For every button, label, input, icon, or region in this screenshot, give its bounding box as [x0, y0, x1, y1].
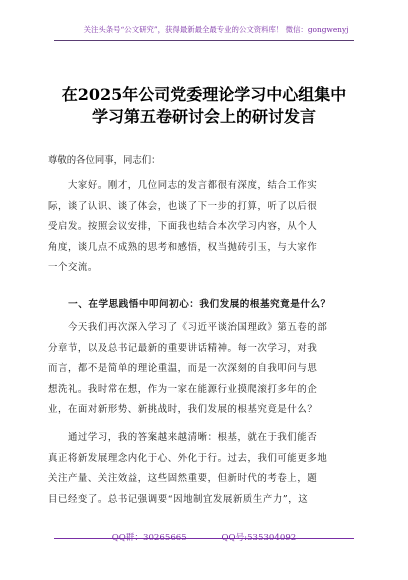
- title-line-1: 在2025年公司党委理论学习中心组集中: [61, 85, 347, 104]
- paragraph-3: [48, 428, 360, 510]
- footer-qq-group: QQ群：30265665: [111, 533, 187, 543]
- paragraph-line: 际，谈了认识、谈了体会，也谈了下一步的打算，听了以后很: [48, 200, 318, 212]
- header-divider: [54, 40, 354, 41]
- paragraph-line: 想洗礼。我时常在想，作为一家在能源行业摸爬滚打多年的企: [48, 383, 318, 395]
- paragraph-line: 一个交流。: [48, 262, 98, 273]
- paragraph-line: 关注产量、关注效益，这些固然重要，但新时代的考卷上，题: [48, 473, 318, 484]
- paragraph-2: [48, 318, 360, 421]
- paragraph-line: 通过学习，我的答案越来越清晰：根基，就在于我们能否: [48, 432, 318, 443]
- section-heading-1: 一、在学思践悟中叩问初心：我们发展的根基究竟是什么？: [48, 299, 331, 310]
- paragraph-line: 受启发。按照会议安排，下面我也结合本次学习内容，从个人: [48, 221, 318, 232]
- footer: [54, 531, 354, 543]
- paragraph-line: 业，在面对新形势、新挑战时，我们发展的根基究竟是什么？: [48, 404, 318, 415]
- paragraph-1: [48, 176, 360, 279]
- salutation: 尊敬的各位同事，同志们：: [48, 155, 161, 166]
- title-line-2: 学习第五卷研讨会上的研讨发言: [91, 107, 316, 126]
- footer-qq-number: QQ号:535304092: [221, 533, 297, 543]
- paragraph-line: 角度，谈几点不成熟的思考和感悟，权当抛砖引玉，与大家作: [48, 241, 318, 253]
- paragraph-line: 今天我们再次深入学习了《习近平谈治国理政》第五卷的部: [48, 322, 328, 333]
- paragraph-line: 目已经变了。总书记强调要“因地制宜发展新质生产力”，这: [48, 493, 309, 505]
- paragraph-line: 真正将新发展理念内化于心、外化于行。过去，我们可能更多地: [48, 452, 328, 464]
- paragraph-line: 大家好。刚才，几位同志的发言都很有深度，结合工作实: [48, 180, 318, 191]
- paragraph-line: 而言，都不是简单的理论重温，而是一次深刻的自我叩问与思: [48, 363, 318, 374]
- document-title: [40, 84, 368, 128]
- paragraph-line: 分章节，以及总书记最新的重要讲话精神。每一次学习，对我: [48, 342, 318, 354]
- header-banner: 关注头条号“公文研究”，获得最新最全最专业的公文资料库！ 微信：gongwenyj: [83, 25, 349, 34]
